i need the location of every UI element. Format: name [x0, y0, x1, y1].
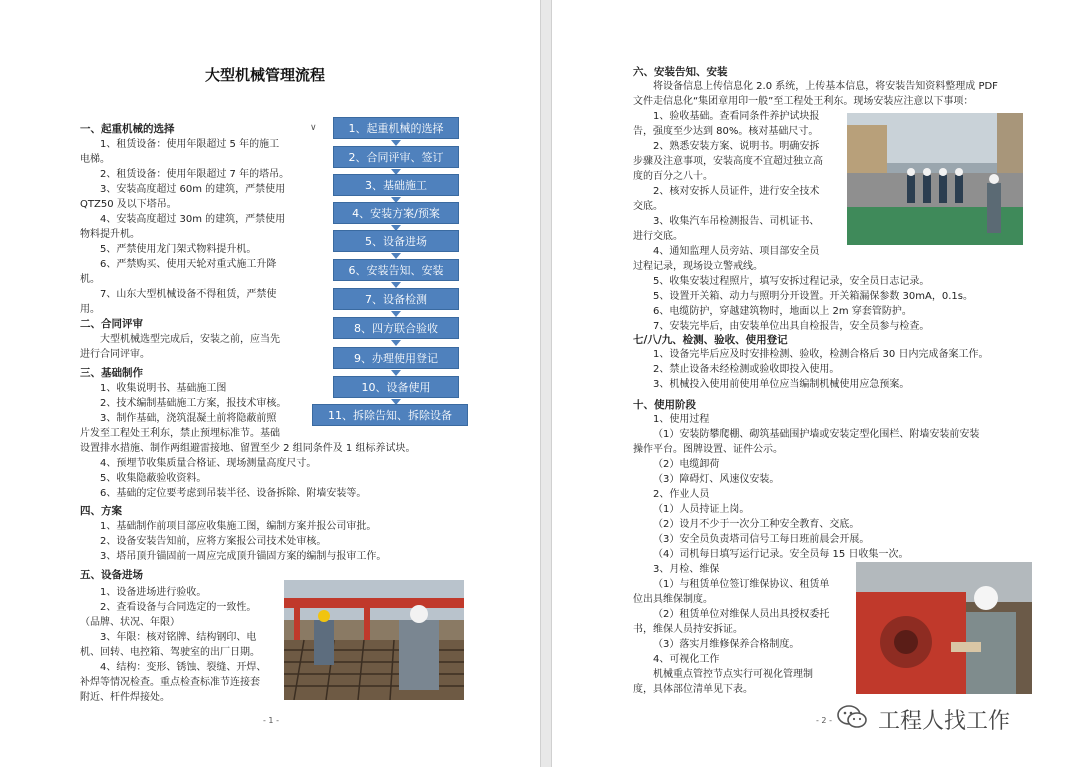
flow-arrow [391, 340, 401, 346]
text-line: 5、收集隐蔽验收资料。 [100, 473, 207, 484]
text-line: 3、制作基础，浇筑混凝土前将隐蔽前照 [100, 413, 277, 424]
flow-step-2: 2、合同评审、签订 [333, 146, 459, 168]
flow-step-1: 1、起重机械的选择 [333, 117, 459, 139]
text-line: 1、设备完毕后应及时安排检测、验收，检测合格后 30 日内完成备案工作。 [653, 349, 989, 360]
text-line: （2）设月不少于一次分工种安全教育、交底。 [653, 519, 860, 530]
text-line: 4、通知监理人员旁站、项目部安全员 [653, 246, 820, 257]
flow-step-7: 7、设备检测 [333, 288, 459, 310]
text-line: （品牌、状况、年限） [80, 617, 180, 628]
text-line: （3）障碍灯、风速仪安装。 [653, 474, 780, 485]
text-line: 进行合同评审。 [80, 349, 150, 360]
flow-step-4: 4、安装方案/预案 [333, 202, 459, 224]
text-line: 1、收集说明书、基础施工图 [100, 383, 227, 394]
text-line: 告，强度至少达到 80%。核对基础尺寸。 [633, 126, 819, 137]
text-line: 2、设备安装告知前，应将方案报公司技术处审核。 [100, 536, 327, 547]
text-line: 1、设备进场进行验收。 [100, 587, 207, 598]
text-line: 6、电缆防护，穿越建筑物时，地面以上 2m 穿套管防护。 [653, 306, 912, 317]
text-line: 5、设置开关箱、动力与照明分开设置。开关箱漏保参数 30mA，0.1s。 [653, 291, 973, 302]
text-line: 6、基础的定位要考虑到吊装半径、设备拆除、附墙安装等。 [100, 488, 367, 499]
page-number: - 2 - [816, 716, 832, 725]
text-line: QTZ50 及以下塔吊。 [80, 199, 177, 210]
text-line: 4、预埋节收集质量合格证、现场测量高度尺寸。 [100, 458, 317, 469]
text-line: 2、作业人员 [653, 489, 710, 500]
text-line: （3）落实月维修保养合格制度。 [653, 639, 800, 650]
text-line: （2）租赁单位对维保人员出具授权委托 [653, 609, 830, 620]
section-heading-10: 十、使用阶段 [633, 399, 696, 411]
text-line: （1）安装防攀爬棚、砌筑基础围护墙或安装定型化围栏、附墙安装前安装 [653, 429, 980, 440]
text-line: 机。 [80, 274, 100, 285]
flow-marker: ∨ [310, 123, 317, 133]
text-line: 3、安装高度超过 60m 的建筑，严禁使用 [100, 184, 286, 195]
text-line: 1、租赁设备：使用年限超过 5 年的施工 [100, 139, 280, 150]
document-page-2 [552, 0, 1080, 767]
text-line: 7、安装完毕后，由安装单位出具自检报告，安全员参与检查。 [653, 321, 930, 332]
section-body-2 [80, 332, 280, 362]
text-line: 过程记录，现场设立警戒线。 [633, 261, 763, 272]
text-line: 3、塔吊顶升锚固前一周应完成顶升锚固方案的编制与报审工作。 [100, 551, 387, 562]
text-line: 5、收集安装过程照片，填写安拆过程记录，安全员日志记录。 [653, 276, 930, 287]
text-line: 机械重点管控节点实行可视化管理制 [653, 669, 813, 680]
worker-machine-image [856, 562, 1032, 694]
text-line: 1、使用过程 [653, 414, 710, 425]
text-line: 步骤及注意事项，安装高度不宜超过独立高 [633, 156, 823, 167]
flow-step-9: 9、办理使用登记 [333, 347, 459, 369]
wechat-icon [836, 704, 868, 734]
text-line: 电梯。 [80, 154, 110, 165]
section-body-1 [80, 137, 315, 317]
text-line: 片发至工程处王利东，禁止预埋标准节。基础 [80, 428, 280, 439]
section-heading-2: 二、合同评审 [80, 318, 143, 330]
text-line: （1）人员持证上岗。 [653, 504, 750, 515]
section-heading-6: 六、安装告知、安装 [633, 66, 728, 78]
equipment-entry-photo [284, 580, 464, 700]
flow-step-11: 11、拆除告知、拆除设备 [312, 404, 468, 426]
text-line: 2、技术编制基础施工方案，报技术审核。 [100, 398, 287, 409]
text-line: 机、回转、电控箱、驾驶室的出厂日期。 [80, 647, 260, 658]
section-body-3 [80, 381, 415, 501]
text-line: 2、租赁设备：使用年限超过 7 年的塔吊。 [100, 169, 290, 180]
text-line: 书，维保人员持安拆证。 [633, 624, 743, 635]
text-line: 1、验收基础。查看同条件养护试块报 [653, 111, 820, 122]
section-heading-4: 四、方案 [80, 505, 122, 517]
text-line: 3、机械投入使用前使用单位应当编制机械使用应急预案。 [653, 379, 910, 390]
text-line: （3）安全员负责塔司信号工每日班前晨会开展。 [653, 534, 870, 545]
text-line: 3、年限：核对铭牌、结构钢印、电 [100, 632, 257, 643]
text-line: 位出具维保制度。 [633, 594, 713, 605]
text-line: 设置排水措施、制作两组避雷接地、留置至少 2 组同条件及 1 组标养试块。 [80, 443, 416, 454]
text-line: 用。 [80, 304, 100, 315]
section-heading-7: 七/八/九、检测、验收、使用登记 [633, 334, 788, 346]
watermark-text: 工程人找工作 [878, 709, 1011, 734]
text-line: 3、月检、维保 [653, 564, 720, 575]
page-number: - 1 - [263, 716, 279, 725]
document-title: 大型机械管理流程 [205, 66, 326, 84]
section-heading-3: 三、基础制作 [80, 367, 143, 379]
text-line: 操作平台。图牌设置、证件公示。 [633, 444, 783, 455]
text-line: 度的百分之八十。 [633, 171, 713, 182]
text-line: 4、可视化工作 [653, 654, 720, 665]
flow-step-10: 10、设备使用 [333, 376, 459, 398]
text-line: 1、基础制作前项目部应收集施工图，编制方案并报公司审批。 [100, 521, 377, 532]
text-line: 2、禁止设备未经检测或验收即投入使用。 [653, 364, 840, 375]
text-line: 物料提升机。 [80, 229, 140, 240]
text-line: 度，具体部位清单见下表。 [633, 684, 753, 695]
construction-site-image [284, 580, 464, 700]
text-line: （4）司机每日填写运行记录。安全员每 15 日收集一次。 [653, 549, 909, 560]
section-body-5 [80, 585, 280, 705]
text-line: 交底。 [633, 201, 663, 212]
text-line: 进行交底。 [633, 231, 683, 242]
page-gap [540, 0, 552, 767]
text-line: 4、结构：变形、锈蚀、裂缝、开焊、 [100, 662, 267, 673]
text-line: 文件走信息化“集团章用印一般”至工程处王利东。现场安装应注意以下事项： [633, 96, 974, 107]
text-line: （2）电缆卸荷 [653, 459, 720, 470]
section-body-7 [633, 347, 988, 392]
text-line: 3、收集汽车吊检测报告、司机证书、 [653, 216, 820, 227]
flow-step-3: 3、基础施工 [333, 174, 459, 196]
text-line: 4、安装高度超过 30m 的建筑，严禁使用 [100, 214, 286, 225]
maintenance-photo [856, 562, 1032, 694]
text-line: 7、山东大型机械设备不得租赁，严禁使 [100, 289, 277, 300]
text-line: （1）与租赁单位签订维保协议、租赁单 [653, 579, 830, 590]
section-heading-1: 一、起重机械的选择 [80, 123, 175, 135]
text-line: 5、严禁使用龙门架式物料提升机。 [100, 244, 257, 255]
text-line: 2、核对安拆人员证件，进行安全技术 [653, 186, 820, 197]
construction-team-image [847, 113, 1023, 245]
text-line: 将设备信息上传信息化 2.0 系统，上传基本信息，将安装告知资料整理成 PDF [653, 81, 998, 92]
section-body-4 [80, 519, 386, 564]
section-heading-5: 五、设备进场 [80, 569, 143, 581]
text-line: 6、严禁购买、使用天轮对重式施工升降 [100, 259, 277, 270]
text-line: 附近、杆件焊接处。 [80, 692, 170, 703]
text-line: 大型机械选型完成后，安装之前，应当先 [100, 334, 280, 345]
flow-step-8: 8、四方联合验收 [333, 317, 459, 339]
flow-step-6: 6、安装告知、安装 [333, 259, 459, 281]
installation-team-photo [847, 113, 1023, 245]
text-line: 补焊等情况检查。重点检查标准节连接套 [80, 677, 260, 688]
text-line: 2、查看设备与合同选定的一致性。 [100, 602, 257, 613]
text-line: 2、熟悉安装方案、说明书。明确安拆 [653, 141, 820, 152]
flow-step-5: 5、设备进场 [333, 230, 459, 252]
